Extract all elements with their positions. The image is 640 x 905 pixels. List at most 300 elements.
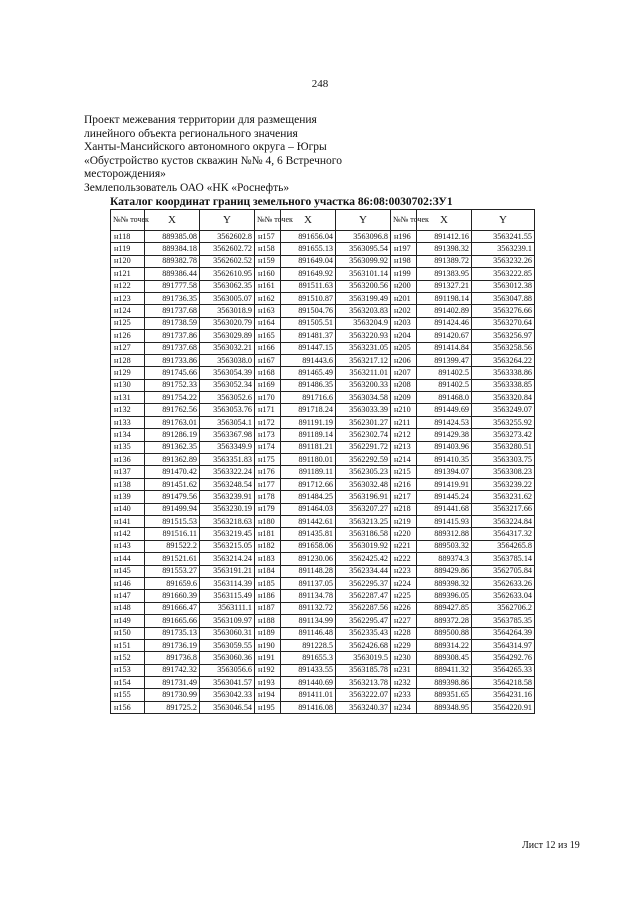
x-coordinate-cell: 891198.14 <box>417 292 472 304</box>
column-header-x: X <box>281 210 336 231</box>
y-coordinate-cell: 3563215.05 <box>200 540 255 552</box>
x-coordinate-cell: 891712.66 <box>281 478 336 490</box>
column-header-y: Y <box>472 210 535 231</box>
point-id-cell: н147 <box>111 590 145 602</box>
y-coordinate-cell: 3563056.6 <box>200 664 255 676</box>
y-coordinate-cell: 3562301.27 <box>336 416 391 428</box>
x-coordinate-cell: 891137.05 <box>281 577 336 589</box>
y-coordinate-cell: 3563217.12 <box>336 354 391 366</box>
x-coordinate-cell: 891189.14 <box>281 429 336 441</box>
x-coordinate-cell: 891394.07 <box>417 466 472 478</box>
point-id-cell: н167 <box>255 354 281 366</box>
point-id-cell: н191 <box>255 652 281 664</box>
header-line: Проект межевания территории для размещения <box>84 114 317 126</box>
table-row <box>111 577 535 589</box>
x-coordinate-cell: 891731.49 <box>145 677 200 689</box>
coordinates-table <box>110 209 535 714</box>
x-coordinate-cell: 891414.84 <box>417 342 472 354</box>
table-row <box>111 515 535 527</box>
point-id-cell: н201 <box>391 292 417 304</box>
x-coordinate-cell: 891730.99 <box>145 689 200 701</box>
x-coordinate-cell: 891445.24 <box>417 491 472 503</box>
y-coordinate-cell: 3563018.9 <box>200 305 255 317</box>
table-row <box>111 330 535 342</box>
column-header-point: №№ точек <box>255 210 281 231</box>
point-id-cell: н230 <box>391 652 417 664</box>
point-id-cell: н150 <box>111 627 145 639</box>
point-id-cell: н192 <box>255 664 281 676</box>
point-id-cell: н223 <box>391 565 417 577</box>
y-coordinate-cell: 3563052.34 <box>200 379 255 391</box>
x-coordinate-cell: 891754.22 <box>145 392 200 404</box>
x-coordinate-cell: 891412.16 <box>417 231 472 243</box>
point-id-cell: н126 <box>111 330 145 342</box>
header-line: линейного объекта регионального значения <box>84 127 298 140</box>
x-coordinate-cell: 891511.63 <box>281 280 336 292</box>
x-coordinate-cell: 891464.03 <box>281 503 336 515</box>
y-coordinate-cell: 3563059.55 <box>200 639 255 651</box>
x-coordinate-cell: 889398.32 <box>417 577 472 589</box>
point-id-cell: н234 <box>391 701 417 713</box>
y-coordinate-cell: 3563239.91 <box>200 491 255 503</box>
x-coordinate-cell: 891479.56 <box>145 491 200 503</box>
x-coordinate-cell: 891410.35 <box>417 454 472 466</box>
point-id-cell: н152 <box>111 652 145 664</box>
y-coordinate-cell: 3563054.1 <box>200 416 255 428</box>
x-coordinate-cell: 891451.62 <box>145 478 200 490</box>
x-coordinate-cell: 891486.35 <box>281 379 336 391</box>
y-coordinate-cell: 3563249.07 <box>472 404 535 416</box>
x-coordinate-cell: 891327.21 <box>417 280 472 292</box>
x-coordinate-cell: 889314.22 <box>417 639 472 651</box>
x-coordinate-cell: 889308.45 <box>417 652 472 664</box>
table-row <box>111 354 535 366</box>
x-coordinate-cell: 891146.48 <box>281 627 336 639</box>
point-id-cell: н193 <box>255 677 281 689</box>
y-coordinate-cell: 3563231.62 <box>472 491 535 503</box>
x-coordinate-cell: 891499.94 <box>145 503 200 515</box>
table-row <box>111 342 535 354</box>
point-id-cell: н179 <box>255 503 281 515</box>
x-coordinate-cell: 891286.19 <box>145 429 200 441</box>
point-id-cell: н190 <box>255 639 281 651</box>
y-coordinate-cell: 3564265.8 <box>472 540 535 552</box>
point-id-cell: н157 <box>255 231 281 243</box>
header-line: Ханты-Мансийского автономного округа – Югры <box>84 141 327 153</box>
y-coordinate-cell: 3563280.51 <box>472 441 535 453</box>
table-row <box>111 639 535 651</box>
y-coordinate-cell: 3563248.54 <box>200 478 255 490</box>
y-coordinate-cell: 3563186.58 <box>336 528 391 540</box>
table-row <box>111 615 535 627</box>
y-coordinate-cell: 3564264.39 <box>472 627 535 639</box>
table-row <box>111 379 535 391</box>
y-coordinate-cell: 3564231.16 <box>472 689 535 701</box>
point-id-cell: н154 <box>111 677 145 689</box>
x-coordinate-cell: 889396.05 <box>417 590 472 602</box>
x-coordinate-cell: 891666.47 <box>145 602 200 614</box>
point-id-cell: н136 <box>111 454 145 466</box>
point-id-cell: н182 <box>255 540 281 552</box>
y-coordinate-cell: 3562705.84 <box>472 565 535 577</box>
x-coordinate-cell: 889385.08 <box>145 231 200 243</box>
point-id-cell: н138 <box>111 478 145 490</box>
x-coordinate-cell: 891725.2 <box>145 701 200 713</box>
x-coordinate-cell: 891655.3 <box>281 652 336 664</box>
x-coordinate-cell: 891420.67 <box>417 330 472 342</box>
y-coordinate-cell: 3563256.97 <box>472 330 535 342</box>
point-id-cell: н121 <box>111 268 145 280</box>
y-coordinate-cell: 3562425.42 <box>336 553 391 565</box>
x-coordinate-cell: 891656.04 <box>281 231 336 243</box>
y-coordinate-cell: 3563217.66 <box>472 503 535 515</box>
point-id-cell: н226 <box>391 602 417 614</box>
y-coordinate-cell: 3563785.35 <box>472 615 535 627</box>
table-row <box>111 466 535 478</box>
y-coordinate-cell: 3563367.98 <box>200 429 255 441</box>
y-coordinate-cell: 3563019.92 <box>336 540 391 552</box>
y-coordinate-cell: 3563214.24 <box>200 553 255 565</box>
y-coordinate-cell: 3564218.58 <box>472 677 535 689</box>
y-coordinate-cell: 3562291.72 <box>336 441 391 453</box>
x-coordinate-cell: 891134.78 <box>281 590 336 602</box>
y-coordinate-cell: 3563115.49 <box>200 590 255 602</box>
y-coordinate-cell: 3562602.8 <box>200 231 255 243</box>
x-coordinate-cell: 891521.61 <box>145 553 200 565</box>
table-row <box>111 553 535 565</box>
y-coordinate-cell: 3563241.55 <box>472 231 535 243</box>
table-row <box>111 652 535 664</box>
table-row <box>111 268 535 280</box>
x-coordinate-cell: 891411.01 <box>281 689 336 701</box>
x-coordinate-cell: 891665.66 <box>145 615 200 627</box>
x-coordinate-cell: 891403.96 <box>417 441 472 453</box>
x-coordinate-cell: 891659.6 <box>145 577 200 589</box>
point-id-cell: н155 <box>111 689 145 701</box>
x-coordinate-cell: 889384.18 <box>145 243 200 255</box>
x-coordinate-cell: 891481.37 <box>281 330 336 342</box>
point-id-cell: н233 <box>391 689 417 701</box>
y-coordinate-cell: 3563042.33 <box>200 689 255 701</box>
x-coordinate-cell: 891745.66 <box>145 367 200 379</box>
table-row <box>111 528 535 540</box>
x-coordinate-cell: 891465.49 <box>281 367 336 379</box>
x-coordinate-cell: 891515.53 <box>145 515 200 527</box>
x-coordinate-cell: 891389.72 <box>417 255 472 267</box>
y-coordinate-cell: 3563239.22 <box>472 478 535 490</box>
x-coordinate-cell: 891737.68 <box>145 305 200 317</box>
y-coordinate-cell: 3563041.57 <box>200 677 255 689</box>
y-coordinate-cell: 3562706.2 <box>472 602 535 614</box>
point-id-cell: н120 <box>111 255 145 267</box>
point-id-cell: н122 <box>111 280 145 292</box>
y-coordinate-cell: 3563020.79 <box>200 317 255 329</box>
point-id-cell: н209 <box>391 392 417 404</box>
y-coordinate-cell: 3563273.42 <box>472 429 535 441</box>
x-coordinate-cell: 891132.72 <box>281 602 336 614</box>
y-coordinate-cell: 3563785.14 <box>472 553 535 565</box>
table-row <box>111 478 535 490</box>
y-coordinate-cell: 3563213.25 <box>336 515 391 527</box>
point-id-cell: н220 <box>391 528 417 540</box>
x-coordinate-cell: 891419.91 <box>417 478 472 490</box>
point-id-cell: н207 <box>391 367 417 379</box>
point-id-cell: н213 <box>391 441 417 453</box>
point-id-cell: н134 <box>111 429 145 441</box>
y-coordinate-cell: 3563096.8 <box>336 231 391 243</box>
x-coordinate-cell: 891737.68 <box>145 342 200 354</box>
x-coordinate-cell: 891655.13 <box>281 243 336 255</box>
y-coordinate-cell: 3562334.44 <box>336 565 391 577</box>
point-id-cell: н163 <box>255 305 281 317</box>
document-header <box>84 114 342 195</box>
x-coordinate-cell: 891510.87 <box>281 292 336 304</box>
table-row <box>111 305 535 317</box>
header-line: Землепользователь ОАО «НК «Роснефть» <box>84 181 290 194</box>
y-coordinate-cell: 3563053.76 <box>200 404 255 416</box>
y-coordinate-cell: 3563111.1 <box>200 602 255 614</box>
table-row <box>111 404 535 416</box>
y-coordinate-cell: 3563231.05 <box>336 342 391 354</box>
y-coordinate-cell: 3563191.21 <box>200 565 255 577</box>
point-id-cell: н175 <box>255 454 281 466</box>
y-coordinate-cell: 3563185.78 <box>336 664 391 676</box>
y-coordinate-cell: 3563219.45 <box>200 528 255 540</box>
point-id-cell: н135 <box>111 441 145 453</box>
point-id-cell: н185 <box>255 577 281 589</box>
y-coordinate-cell: 3563322.24 <box>200 466 255 478</box>
y-coordinate-cell: 3563109.97 <box>200 615 255 627</box>
x-coordinate-cell: 891433.55 <box>281 664 336 676</box>
y-coordinate-cell: 3563032.21 <box>200 342 255 354</box>
table-row <box>111 491 535 503</box>
x-coordinate-cell: 891516.11 <box>145 528 200 540</box>
y-coordinate-cell: 3563232.26 <box>472 255 535 267</box>
y-coordinate-cell: 3563264.22 <box>472 354 535 366</box>
y-coordinate-cell: 3562633.26 <box>472 577 535 589</box>
x-coordinate-cell: 891504.76 <box>281 305 336 317</box>
point-id-cell: н187 <box>255 602 281 614</box>
y-coordinate-cell: 3563101.14 <box>336 268 391 280</box>
x-coordinate-cell: 891398.32 <box>417 243 472 255</box>
y-coordinate-cell: 3563034.58 <box>336 392 391 404</box>
y-coordinate-cell: 3562602.72 <box>200 243 255 255</box>
point-id-cell: н208 <box>391 379 417 391</box>
point-id-cell: н146 <box>111 577 145 589</box>
x-coordinate-cell: 891180.01 <box>281 454 336 466</box>
point-id-cell: н148 <box>111 602 145 614</box>
x-coordinate-cell: 889500.88 <box>417 627 472 639</box>
table-row <box>111 416 535 428</box>
x-coordinate-cell: 891440.69 <box>281 677 336 689</box>
y-coordinate-cell: 3563196.91 <box>336 491 391 503</box>
point-id-cell: н219 <box>391 515 417 527</box>
y-coordinate-cell: 3562633.04 <box>472 590 535 602</box>
y-coordinate-cell: 3563220.93 <box>336 330 391 342</box>
y-coordinate-cell: 3563211.01 <box>336 367 391 379</box>
y-coordinate-cell: 3563060.31 <box>200 627 255 639</box>
point-id-cell: н130 <box>111 379 145 391</box>
x-coordinate-cell: 889382.78 <box>145 255 200 267</box>
table-body <box>111 231 535 714</box>
x-coordinate-cell: 891435.81 <box>281 528 336 540</box>
y-coordinate-cell: 3563349.9 <box>200 441 255 453</box>
point-id-cell: н141 <box>111 515 145 527</box>
y-coordinate-cell: 3563046.54 <box>200 701 255 713</box>
x-coordinate-cell: 891735.13 <box>145 627 200 639</box>
y-coordinate-cell: 3562426.68 <box>336 639 391 651</box>
y-coordinate-cell: 3563052.6 <box>200 392 255 404</box>
point-id-cell: н143 <box>111 540 145 552</box>
point-id-cell: н227 <box>391 615 417 627</box>
point-id-cell: н214 <box>391 454 417 466</box>
table-row <box>111 441 535 453</box>
point-id-cell: н145 <box>111 565 145 577</box>
y-coordinate-cell: 3562610.95 <box>200 268 255 280</box>
point-id-cell: н228 <box>391 627 417 639</box>
table-row <box>111 231 535 243</box>
table-row <box>111 689 535 701</box>
y-coordinate-cell: 3563351.83 <box>200 454 255 466</box>
y-coordinate-cell: 3563099.92 <box>336 255 391 267</box>
point-id-cell: н222 <box>391 553 417 565</box>
point-id-cell: н218 <box>391 503 417 515</box>
point-id-cell: н229 <box>391 639 417 651</box>
y-coordinate-cell: 3563270.64 <box>472 317 535 329</box>
y-coordinate-cell: 3562302.74 <box>336 429 391 441</box>
x-coordinate-cell: 891762.56 <box>145 404 200 416</box>
column-header-y: Y <box>336 210 391 231</box>
x-coordinate-cell: 889503.32 <box>417 540 472 552</box>
x-coordinate-cell: 891399.47 <box>417 354 472 366</box>
x-coordinate-cell: 891777.58 <box>145 280 200 292</box>
y-coordinate-cell: 3563200.56 <box>336 280 391 292</box>
x-coordinate-cell: 889429.86 <box>417 565 472 577</box>
point-id-cell: н188 <box>255 615 281 627</box>
x-coordinate-cell: 891228.5 <box>281 639 336 651</box>
x-coordinate-cell: 891736.35 <box>145 292 200 304</box>
y-coordinate-cell: 3564292.76 <box>472 652 535 664</box>
x-coordinate-cell: 891424.46 <box>417 317 472 329</box>
table-row <box>111 664 535 676</box>
x-coordinate-cell: 891752.33 <box>145 379 200 391</box>
page-number: 248 <box>311 78 329 90</box>
x-coordinate-cell: 891736.19 <box>145 639 200 651</box>
y-coordinate-cell: 3563038.0 <box>200 354 255 366</box>
y-coordinate-cell: 3563012.38 <box>472 280 535 292</box>
point-id-cell: н165 <box>255 330 281 342</box>
point-id-cell: н119 <box>111 243 145 255</box>
x-coordinate-cell: 891763.01 <box>145 416 200 428</box>
point-id-cell: н162 <box>255 292 281 304</box>
x-coordinate-cell: 891429.38 <box>417 429 472 441</box>
point-id-cell: н211 <box>391 416 417 428</box>
point-id-cell: н195 <box>255 701 281 713</box>
x-coordinate-cell: 891191.19 <box>281 416 336 428</box>
point-id-cell: н203 <box>391 317 417 329</box>
y-coordinate-cell: 3564265.33 <box>472 664 535 676</box>
y-coordinate-cell: 3563062.35 <box>200 280 255 292</box>
point-id-cell: н231 <box>391 664 417 676</box>
point-id-cell: н161 <box>255 280 281 292</box>
point-id-cell: н204 <box>391 330 417 342</box>
y-coordinate-cell: 3562602.52 <box>200 255 255 267</box>
table-row <box>111 503 535 515</box>
point-id-cell: н171 <box>255 404 281 416</box>
point-id-cell: н197 <box>391 243 417 255</box>
table-row <box>111 701 535 713</box>
table-row <box>111 367 535 379</box>
x-coordinate-cell: 891383.95 <box>417 268 472 280</box>
y-coordinate-cell: 3562305.23 <box>336 466 391 478</box>
x-coordinate-cell: 891522.2 <box>145 540 200 552</box>
x-coordinate-cell: 891660.39 <box>145 590 200 602</box>
y-coordinate-cell: 3563213.78 <box>336 677 391 689</box>
point-id-cell: н206 <box>391 354 417 366</box>
y-coordinate-cell: 3563005.07 <box>200 292 255 304</box>
point-id-cell: н217 <box>391 491 417 503</box>
point-id-cell: н189 <box>255 627 281 639</box>
x-coordinate-cell: 891402.5 <box>417 379 472 391</box>
point-id-cell: н210 <box>391 404 417 416</box>
point-id-cell: н137 <box>111 466 145 478</box>
header-line: «Обустройство кустов скважин №№ 4, 6 Встречного <box>84 154 342 167</box>
point-id-cell: н172 <box>255 416 281 428</box>
table-row <box>111 627 535 639</box>
point-id-cell: н205 <box>391 342 417 354</box>
point-id-cell: н156 <box>111 701 145 713</box>
point-id-cell: н144 <box>111 553 145 565</box>
point-id-cell: н199 <box>391 268 417 280</box>
x-coordinate-cell: 891441.68 <box>417 503 472 515</box>
x-coordinate-cell: 891733.86 <box>145 354 200 366</box>
y-coordinate-cell: 3562292.59 <box>336 454 391 466</box>
point-id-cell: н127 <box>111 342 145 354</box>
point-id-cell: н174 <box>255 441 281 453</box>
point-id-cell: н164 <box>255 317 281 329</box>
table-row <box>111 454 535 466</box>
y-coordinate-cell: 3563218.63 <box>200 515 255 527</box>
x-coordinate-cell: 891470.42 <box>145 466 200 478</box>
x-coordinate-cell: 891736.8 <box>145 652 200 664</box>
y-coordinate-cell: 3563224.84 <box>472 515 535 527</box>
point-id-cell: н196 <box>391 231 417 243</box>
y-coordinate-cell: 3563258.56 <box>472 342 535 354</box>
x-coordinate-cell: 889348.95 <box>417 701 472 713</box>
column-header-x: X <box>417 210 472 231</box>
y-coordinate-cell: 3563200.33 <box>336 379 391 391</box>
point-id-cell: н215 <box>391 466 417 478</box>
x-coordinate-cell: 889411.32 <box>417 664 472 676</box>
point-id-cell: н133 <box>111 416 145 428</box>
point-id-cell: н125 <box>111 317 145 329</box>
x-coordinate-cell: 891362.35 <box>145 441 200 453</box>
y-coordinate-cell: 3563338.85 <box>472 379 535 391</box>
x-coordinate-cell: 891742.32 <box>145 664 200 676</box>
point-id-cell: н170 <box>255 392 281 404</box>
point-id-cell: н153 <box>111 664 145 676</box>
y-coordinate-cell: 3562287.56 <box>336 602 391 614</box>
point-id-cell: н184 <box>255 565 281 577</box>
y-coordinate-cell: 3563203.83 <box>336 305 391 317</box>
x-coordinate-cell: 889351.65 <box>417 689 472 701</box>
table-row <box>111 429 535 441</box>
point-id-cell: н181 <box>255 528 281 540</box>
table-row <box>111 565 535 577</box>
y-coordinate-cell: 3564314.97 <box>472 639 535 651</box>
x-coordinate-cell: 891424.53 <box>417 416 472 428</box>
x-coordinate-cell: 889386.44 <box>145 268 200 280</box>
